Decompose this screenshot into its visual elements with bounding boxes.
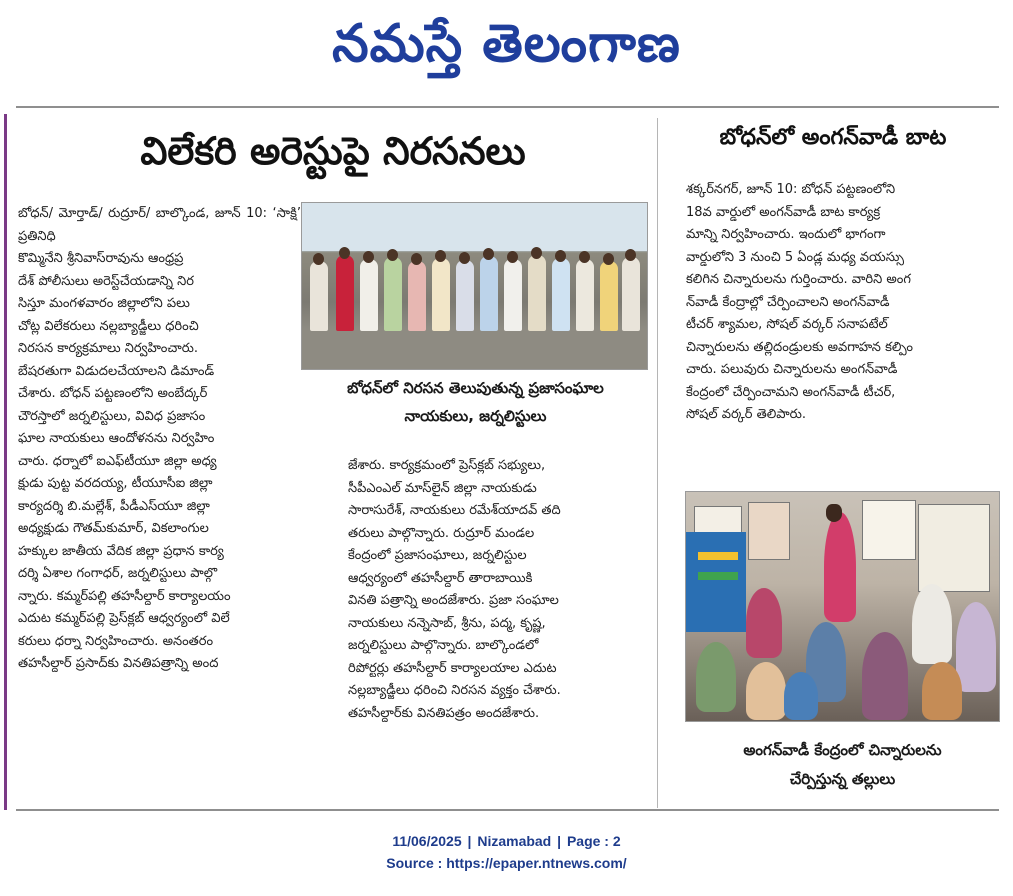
body-line: న్నారు. కమ్మర్‌పల్లి తహసీల్దార్ కార్యాలయం xyxy=(18,588,231,604)
body-line: 18వ వార్డులో అంగన్‌వాడీ బాట కార్యక్ర xyxy=(686,204,881,220)
side-headline: బోధన్‌లో అంగన్‌వాడీ బాట xyxy=(719,125,947,150)
photo-sky xyxy=(302,203,647,251)
body-line: కరులు ధర్నా నిర్వహించారు. అనంతరం xyxy=(18,633,214,649)
body-line: కేంద్రంలో చేర్పించామని అంగన్‌వాడీ టీచర్, xyxy=(686,384,896,400)
body-line: తహసీల్దార్ ప్రసాద్‌కు వినతిపత్రాన్ని అంద xyxy=(18,656,219,671)
body-line: సీపీఎంఎల్ మాస్‌లైన్ జిల్లా నాయకుడు xyxy=(348,480,537,496)
protest-photo-caption xyxy=(303,374,648,430)
photo-ground xyxy=(302,329,647,369)
masthead-logo: నమస్తే తెలంగాణ xyxy=(332,14,681,74)
body-line: సిస్తూ మంగళవారం జిల్లాలోని పలు xyxy=(18,296,190,311)
anganwadi-photo xyxy=(685,491,1000,722)
body-line: జేశారు. కార్యక్రమంలో ప్రెస్‌క్లబ్ సభ్యులు, xyxy=(348,458,546,473)
main-headline: విలేకరి అరెస్టుపై నిరసనలు xyxy=(140,129,526,173)
body-line: బేషరతుగా విడుదలచేయాలని డిమాండ్ xyxy=(18,363,215,379)
body-line: కొమ్మినేని శ్రీనివాస్‌రావును ఆంధ్రప్ర xyxy=(18,251,184,266)
body-line: రిపోర్టర్లు తహసీల్దార్ కార్యాలయాల ఎదుట xyxy=(348,660,557,676)
caption-line: అంగన్‌వాడీ కేంద్రంలో చిన్నారులను xyxy=(743,741,942,759)
body-line: వినతి పత్రాన్ని అందజేశారు. ప్రజా సంఘాల xyxy=(348,593,559,608)
body-line: క్షుడు పుట్ట వరదయ్య, టీయూసీఐ జిల్లా xyxy=(18,476,213,491)
photo-crowd xyxy=(302,247,647,331)
caption-line: చేర్పిస్తున్న తల్లులు xyxy=(789,770,896,788)
main-article-column-2 xyxy=(348,455,648,725)
caption-line: బోధన్‌లో నిరసన తెలుపుతున్న ప్రజాసంఘాల xyxy=(347,379,604,397)
protest-photo xyxy=(301,202,648,370)
column-divider xyxy=(657,118,658,808)
body-line: తహసీల్దార్‌కు వినతిపత్రం అందజేశారు. xyxy=(348,705,540,721)
body-line: సారాసురేశ్, నాయకులు రమేశ్‌యాదవ్ తది xyxy=(348,503,561,518)
body-line: టీచర్ శ్యామల, సోషల్ వర్కర్ సనాపటేల్ xyxy=(686,317,888,332)
body-line: జర్నలిస్టులు పాల్గొన్నారు. బాల్కొండలో xyxy=(348,638,539,653)
body-line: మాన్ని నిర్వహించారు. ఇందులో భాగంగా xyxy=(686,227,886,242)
body-line: చిన్నారులను తల్లిదండ్రులకు అవగాహన కల్పిం xyxy=(686,339,913,355)
footer-source: Source : https://epaper.ntnews.com/ xyxy=(386,855,627,871)
body-line: ఆధ్వర్యంలో తహసీల్దార్ తారాబాయికి xyxy=(348,570,533,586)
body-line: నాయకులు నన్నెసాబ్, శ్రీను, పద్మ, కృష్ణ, xyxy=(348,615,546,631)
body-line: దర్శి ఏశాల గంగాధర్, జర్నలిస్టులు పాల్గొ xyxy=(18,566,218,581)
body-line: న్‌వాడీ కేంద్రాల్లో చేర్పించాలని అంగన్‌వాడీ xyxy=(686,294,890,310)
footer-date: 11/06/2025 xyxy=(392,833,462,849)
body-line: హక్కుల జాతీయ వేదిక జిల్లా ప్రధాన కార్య xyxy=(18,543,224,559)
body-line: కేంద్రంలో ప్రజాసంఘాలు, జర్నలిస్టుల xyxy=(348,548,527,563)
body-line: తరులు పాల్గొన్నారు. రుద్రూర్ మండల xyxy=(348,525,535,541)
footer-separator: | xyxy=(557,833,562,849)
body-line: అధ్యక్షుడు గౌతమ్‌కుమార్, వికలాంగుల xyxy=(18,521,209,536)
body-line: ఎదుట కమ్మర్‌పల్లి ప్రెస్‌క్లబ్ ఆధ్వర్యంలో విలే xyxy=(18,611,230,626)
footer-separator: | xyxy=(467,833,472,849)
body-line: చారు. ధర్నాలో ఐఎఫ్‌టీయూ జిల్లా అధ్య xyxy=(18,453,217,469)
body-line: చౌరస్తాలో జర్నలిస్టులు, వివిధ ప్రజాసం xyxy=(18,408,206,424)
anganwadi-photo-caption xyxy=(686,736,999,794)
caption-line: నాయకులు, జర్నలిస్టులు xyxy=(404,407,547,425)
body-line: కలిగిన చిన్నారులను గుర్తించారు. వారిని అంగ xyxy=(686,272,911,287)
side-article-body xyxy=(686,179,978,427)
top-divider xyxy=(16,106,999,108)
left-accent-bar xyxy=(4,114,7,810)
body-line: సోషల్ వర్కర్ తెలిపారు. xyxy=(686,407,807,422)
body-line: దేశ్ పోలీసులు అరెస్ట్‌చేయడాన్ని నిర xyxy=(18,273,194,289)
body-line: చారు. పలువురు చిన్నారులను అంగన్‌వాడీ xyxy=(686,362,898,377)
body-line: కార్యదర్శి బి.మల్లేశ్, పీడీఎస్‌యూ జిల్లా xyxy=(18,498,210,514)
body-line: చేశారు. బోధన్ పట్టణంలోని అంబేద్కర్ xyxy=(18,386,208,401)
footer-edition: Nizamabad xyxy=(477,833,552,849)
body-line: నిరసన కార్యక్రమాలు నిర్వహించారు. xyxy=(18,341,199,356)
newspaper-masthead xyxy=(0,0,1013,96)
body-line: ఘాల నాయకులు ఆందోళనను నిర్వహిం xyxy=(18,431,215,446)
footer-page: Page : 2 xyxy=(566,833,621,849)
main-article-column-1 xyxy=(18,203,301,676)
body-line: శక్కర్‌నగర్, జూన్ 10: బోధన్ పట్టణంలోని xyxy=(686,182,896,197)
body-line: నల్లబ్యాడ్జీలు ధరించి నిరసన వ్యక్తం చేశారు. xyxy=(348,683,561,698)
footer-info-line xyxy=(0,830,1013,852)
bottom-divider xyxy=(16,809,999,811)
body-line: బోధన్/ మోర్తాడ్/ రుద్రూర్/ బాల్కొండ, జూన్ 10: ‘సాక్షి’ ప్రతినిధి xyxy=(18,206,301,244)
body-line: వార్డులోని 3 నుంచి 5 ఏండ్ల మధ్య వయస్సు xyxy=(686,249,905,265)
body-line: చోట్ల విలేకరులు నల్లబ్యాడ్జీలు ధరించి xyxy=(18,318,199,334)
page-footer xyxy=(0,830,1013,874)
